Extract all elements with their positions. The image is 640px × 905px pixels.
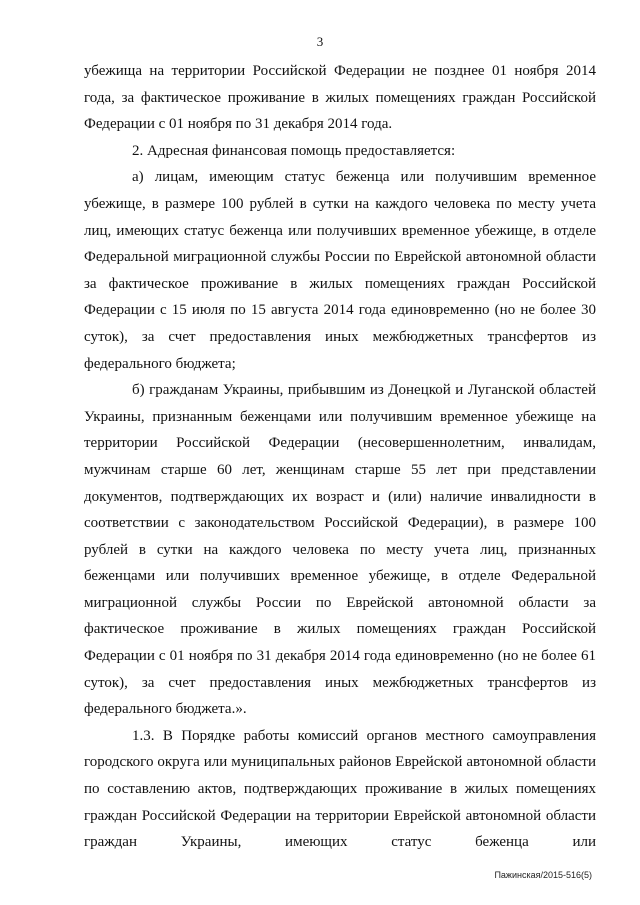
paragraph-continuation: убежища на территории Российской Федерации не позднее 01 ноября 2014 года, за фактическое проживание в жилых помещениях граждан Российской Федерации с 01 ноября по 31 декабря 2014 года. <box>84 63 596 133</box>
page-number: 3 <box>316 34 324 49</box>
paragraph-clause-2: 2. Адресная финансовая помощь предоставляется: <box>132 142 456 159</box>
footer-document-code: Пажинская/2015-516(5) <box>494 870 592 880</box>
paragraph-clause-1-3: 1.3. В Порядке работы комиссий органов местного самоуправления городского округа или муниципальных районов Еврейской автономной области по составлению актов, подтверждающих проживание в жилых помещениях граждан Российской Федерации на территории Еврейской автономной области граждан Украины, имеющих статус беженца или <box>84 727 596 851</box>
document-body <box>84 58 596 856</box>
paragraph-subclause-b: б) гражданам Украины, прибывшим из Донецкой и Луганской областей Украины, признанным беженцами или получившим временное убежище на территории Российской Федерации (несовершеннолетним, инвалидам, мужчинам старше 60 лет, женщинам старше 55 лет при представлении документов, подтверждающих их возраст и (или) наличие инвалидности в соответствии с законодательством Российской Федерации), в размере 100 рублей в сутки на каждого человека по месту учета лиц, признанных беженцами или получивших временное убежище, в отделе Федеральной миграционной службы России по Еврейской автономной области за фактическое проживание в жилых помещениях граждан Российской Федерации с 01 ноября по 31 декабря 2014 года единовременно (но не более 61 суток), за счет предоставления иных межбюджетных трансфертов из федерального бюджета.». <box>84 382 596 718</box>
paragraph-subclause-a: а) лицам, имеющим статус беженца или получившим временное убежище, в размере 100 рублей в сутки на каждого человека по месту учета лиц, имеющих статус беженца или получивших временное убежище, в отделе Федеральной миграционной службы России по Еврейской автономной области за фактическое проживание в жилых помещениях граждан Российской Федерации с 15 июля по 15 августа 2014 года единовременно (но не более 30 суток), за счет предоставления иных межбюджетных трансфертов из федерального бюджета; <box>84 169 596 372</box>
